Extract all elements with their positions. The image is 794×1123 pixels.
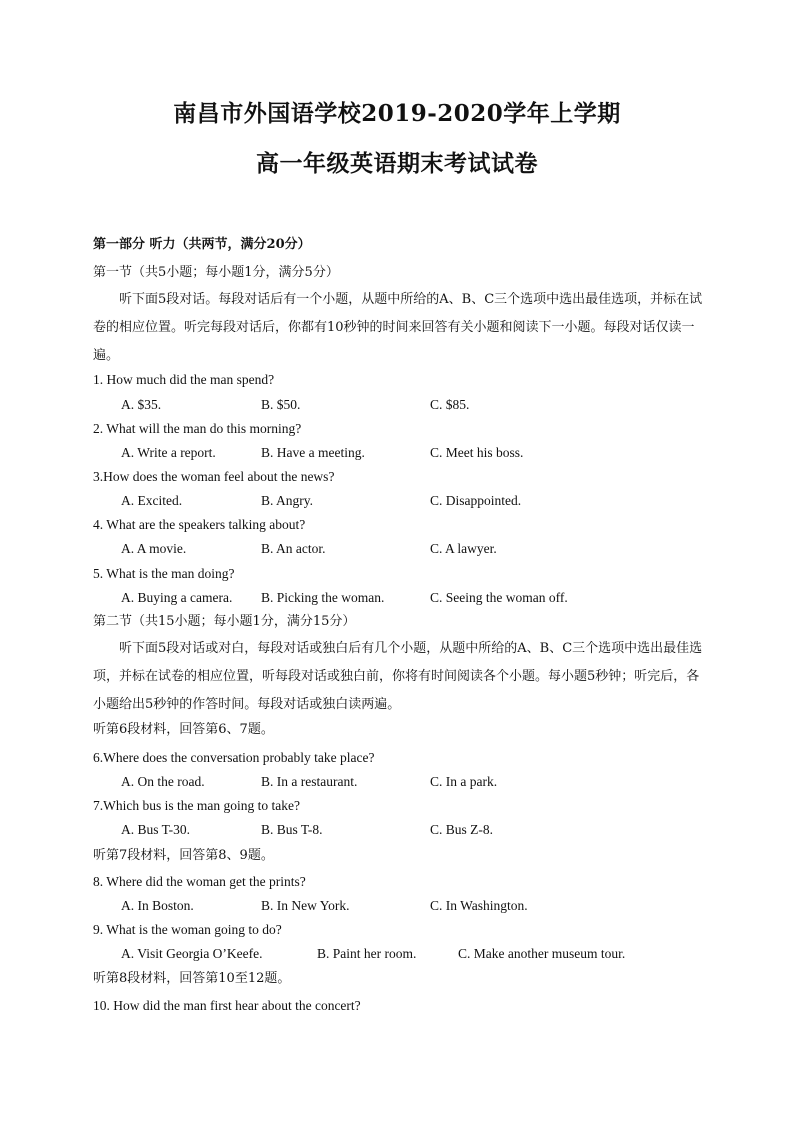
question-8-option-a: A. In Boston. — [121, 898, 194, 913]
section1-heading: 第一节（共5小题；每小题1分，满分5分） — [93, 265, 339, 280]
section2-heading: 第二节（共15小题；每小题1分，满分15分） — [93, 614, 356, 629]
question-5-stem: 5. What is the man doing? — [93, 566, 235, 581]
question-9-option-c: C. Make another museum tour. — [458, 946, 626, 961]
question-9-stem: 9. What is the woman going to do? — [93, 922, 282, 937]
question-10-stem: 10. How did the man first hear about the concert? — [93, 998, 361, 1013]
question-1-option-a: A. $35. — [121, 397, 162, 412]
question-2-option-a: A. Write a report. — [121, 445, 216, 460]
question-4-option-a: A. A movie. — [121, 541, 187, 556]
question-5-option-c: C. Seeing the woman off. — [430, 590, 568, 605]
question-2-option-b: B. Have a meeting. — [261, 445, 365, 460]
question-5-option-a: A. Buying a camera. — [121, 590, 233, 605]
question-3-option-c: C. Disappointed. — [430, 493, 522, 508]
question-4-stem: 4. What are the speakers talking about? — [93, 517, 306, 532]
question-7-option-a: A. Bus T-30. — [121, 822, 191, 837]
material-6-instruction: 听第6段材料，回答第6、7题。 — [93, 722, 274, 737]
question-1-option-c: C. $85. — [430, 397, 470, 412]
question-9-option-b: B. Paint her room. — [317, 946, 417, 961]
question-2-stem: 2. What will the man do this morning? — [93, 421, 302, 436]
question-4-option-b: B. An actor. — [261, 541, 326, 556]
question-6-stem: 6.Where does the conversation probably take place? — [93, 750, 375, 765]
question-3-option-b: B. Angry. — [261, 493, 314, 508]
question-6-option-a: A. On the road. — [121, 774, 205, 789]
question-3-option-a: A. Excited. — [121, 493, 183, 508]
question-8-stem: 8. Where did the woman get the prints? — [93, 874, 306, 889]
question-2-option-c: C. Meet his boss. — [430, 445, 524, 460]
question-7-stem: 7.Which bus is the man going to take? — [93, 798, 300, 813]
question-5-option-b: B. Picking the woman. — [261, 590, 385, 605]
question-8-option-b: B. In New York. — [261, 898, 350, 913]
section2-instructions: 听下面5段对话或对白，每段对话或独白后有几个小题，从题中所给的A、B、C三个选项中选出最佳选项，并标在试卷的相应位置，听每段对话或独白前，你将有时间阅读各个小题。每小题5秒钟；听完后，各小题给出5秒钟的作答时间。每段对话或独白读两遍。 — [93, 641, 703, 712]
exam-title-line1: 南昌市外国语学校2019-2020学年上学期 — [173, 100, 621, 127]
material-8-instruction: 听第8段材料，回答第10至12题。 — [93, 971, 291, 986]
question-1-option-b: B. $50. — [261, 397, 301, 412]
question-4-option-c: C. A lawyer. — [430, 541, 497, 556]
question-7-option-c: C. Bus Z-8. — [430, 822, 494, 837]
question-9-option-a: A. Visit Georgia O’Keefe. — [121, 946, 263, 961]
section1-instructions: 听下面5段对话。每段对话后有一个小题，从题中所给的A、B、C三个选项中选出最佳选项，并标在试卷的相应位置。听完每段对话后，你都有10秒钟的时间来回答有关小题和阅读下一小题。每段对话仅读一遍。 — [93, 292, 703, 363]
question-3-stem: 3.How does the woman feel about the news? — [93, 469, 335, 484]
material-7-instruction: 听第7段材料，回答第8、9题。 — [93, 848, 274, 863]
question-1-stem: 1. How much did the man spend? — [93, 372, 275, 387]
exam-title-line2: 高一年级英语期末考试试卷 — [256, 150, 538, 177]
part1-heading: 第一部分 听力（共两节，满分20分） — [93, 237, 311, 252]
question-6-option-b: B. In a restaurant. — [261, 774, 358, 789]
question-7-option-b: B. Bus T-8. — [261, 822, 323, 837]
question-8-option-c: C. In Washington. — [430, 898, 528, 913]
question-6-option-c: C. In a park. — [430, 774, 498, 789]
